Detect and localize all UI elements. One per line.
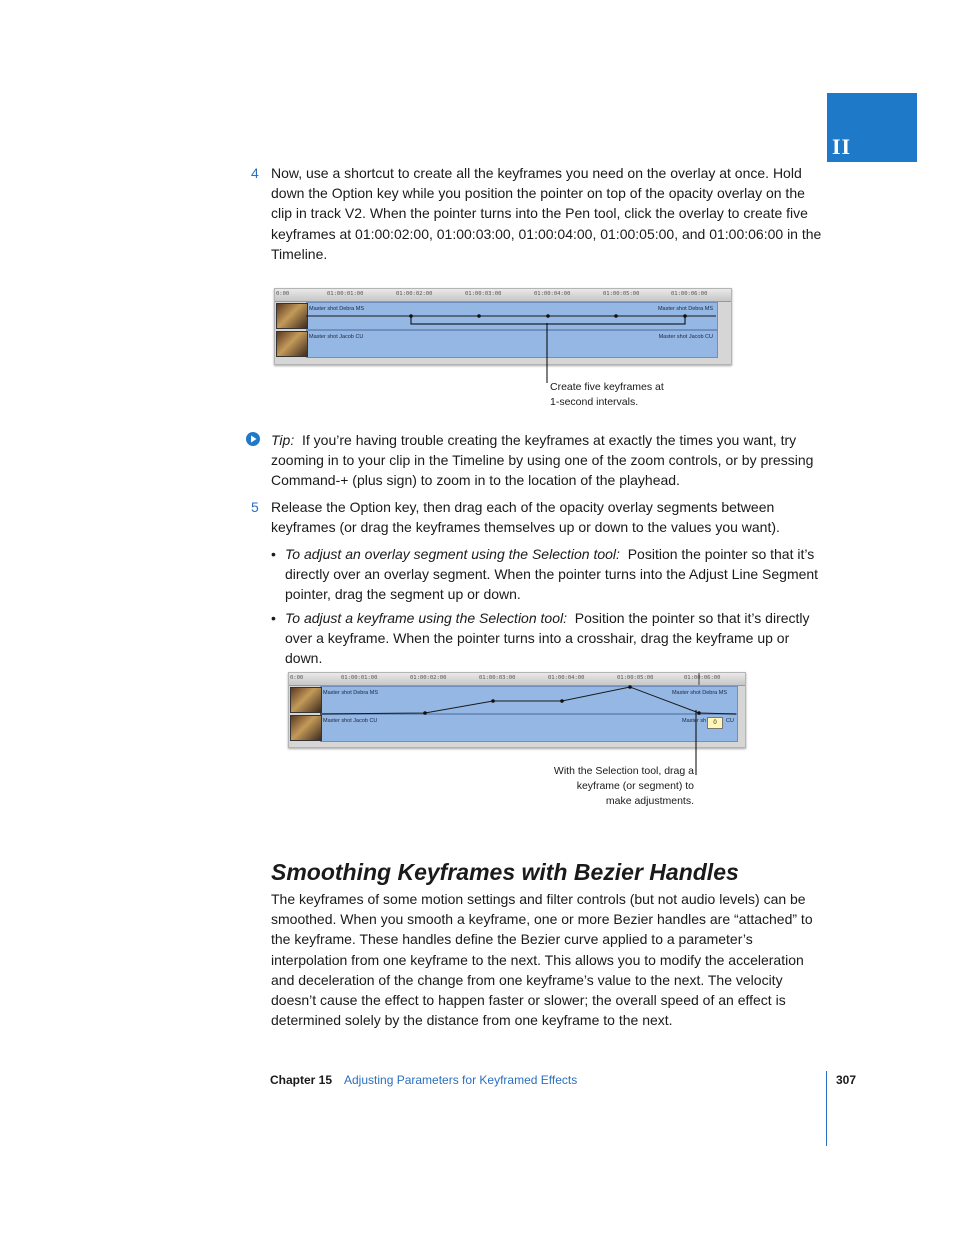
callout-line: With the Selection tool, drag a bbox=[553, 765, 694, 777]
bullet-marker: • bbox=[271, 546, 276, 562]
bullet-text: Position the pointer so that it’s directly over a keyframe. When the pointer turns into a crosshair, drag the keyframe up or down. bbox=[285, 610, 810, 667]
keyframe-point bbox=[560, 699, 564, 703]
keyframe-point bbox=[628, 685, 632, 689]
page-number: 307 bbox=[836, 1073, 857, 1087]
opacity-overlay bbox=[289, 673, 745, 747]
callout-line: keyframe (or segment) to bbox=[576, 780, 694, 792]
bullet-item bbox=[285, 608, 830, 669]
step-text: Now, use a shortcut to create all the keyframes you need on the overlay at once. Hold down the Option key while you position the pointer on top of the opacity overlay on the clip in track V2. When the pointer turns into the Pen tool, click the overlay to create five keyframes at 01:00:02:00, 01:00:03:00, 01:00:04:00, 01:00:05:00, and 01:00:06:00 in the Timeline. bbox=[271, 165, 822, 262]
keyframe-point bbox=[423, 711, 427, 715]
bullet-marker: • bbox=[271, 610, 276, 626]
keyframe-point bbox=[491, 699, 495, 703]
callout-line: 1-second intervals. bbox=[550, 396, 639, 408]
step-text: Release the Option key, then drag each of the opacity overlay segments between keyframes (or drag the keyframes themselves up or down to the values you want). bbox=[271, 499, 780, 536]
section-body: The keyframes of some motion settings and filter controls (but not audio levels) can be smoothed. When you smooth a keyframe, one or more Bezier handles are “attached” to the keyframe. These handles define the Bezier curve applied to a parameter’s interpolation from one keyframe to the next. This allows you to modify the acceleration and deceleration of the change from one keyframe’s value to the next. The velocity doesn’t cause the effect to happen faster or slower; the overall speed of an effect is determined solely by the distance from one keyframe to the next. bbox=[271, 891, 813, 1029]
section-tab-label: II bbox=[832, 134, 852, 159]
callout-leader-line bbox=[546, 323, 549, 383]
footer-chapter-title[interactable]: Adjusting Parameters for Keyframed Effects bbox=[344, 1073, 578, 1087]
ruler-tick: 01:00:02:00 bbox=[396, 291, 433, 297]
ruler-tick: 01:00:05:00 bbox=[617, 675, 654, 681]
ruler-tick: 01:00:03:00 bbox=[479, 675, 516, 681]
ruler-tick: 01:00:03:00 bbox=[465, 291, 502, 297]
callout-line: make adjustments. bbox=[605, 795, 694, 807]
value-tooltip: 0 bbox=[707, 717, 723, 729]
figure-callout bbox=[554, 764, 694, 809]
ruler-tick: 01:00:05:00 bbox=[603, 291, 640, 297]
timeline-figure bbox=[274, 288, 732, 365]
ruler-tick: 01:00:01:00 bbox=[327, 291, 364, 297]
figure-callout bbox=[550, 380, 664, 410]
ruler-tick: 01:00:06:00 bbox=[671, 291, 708, 297]
clip-name: Master shot Jacob CU bbox=[658, 334, 713, 340]
step-number: 4 bbox=[251, 165, 259, 181]
clip-name: Master shot Debra MS bbox=[309, 306, 365, 312]
ruler-tick: 01:00:04:00 bbox=[548, 675, 585, 681]
tip-arrow-icon bbox=[245, 431, 261, 447]
tip-label: Tip: bbox=[271, 432, 295, 448]
clip-name: Master shot Jacob CU bbox=[309, 334, 364, 340]
bullet-lead: To adjust an overlay segment using the Selection tool: bbox=[285, 546, 620, 562]
clip-name: Master shot Debra MS bbox=[657, 306, 713, 312]
timeline-figure bbox=[288, 672, 746, 748]
ruler-tick: 01:00:01:00 bbox=[341, 675, 378, 681]
bullet-item bbox=[285, 544, 830, 605]
ruler-tick: 01:00:06:00 bbox=[684, 675, 721, 681]
tip-paragraph bbox=[271, 430, 826, 491]
clip-name: Master shot Jacob CU bbox=[323, 718, 378, 724]
opacity-overlay bbox=[275, 289, 731, 364]
ruler-tick: 01:00:04:00 bbox=[534, 291, 571, 297]
clip-name-tail: CU bbox=[726, 718, 734, 724]
keyframe-point bbox=[614, 314, 618, 318]
tip-text: If you’re having trouble creating the keyframes at exactly the times you want, try zooming in to your clip in the Timeline by using one of the zoom controls, or by pressing Command-+ (plus sign) to zoom in to the location of the playhead. bbox=[271, 432, 814, 489]
bullet-text: Position the pointer so that it’s directly over an overlay segment. When the pointer turns into the Adjust Line Segment pointer, drag the segment up or down. bbox=[285, 546, 819, 603]
clip-name: Master sh bbox=[682, 718, 707, 724]
clip-name: Master shot Debra MS bbox=[323, 690, 379, 696]
ruler-tick: 0:00 bbox=[276, 291, 290, 297]
callout-line: Create five keyframes at bbox=[550, 381, 664, 393]
section-heading: Smoothing Keyframes with Bezier Handles bbox=[271, 859, 739, 885]
footer-chapter: Chapter 15 bbox=[270, 1073, 333, 1087]
section-tab bbox=[827, 93, 917, 162]
footer-divider bbox=[826, 1071, 827, 1146]
bullet-lead: To adjust a keyframe using the Selection tool: bbox=[285, 610, 567, 626]
step-number: 5 bbox=[251, 499, 259, 515]
keyframe-point bbox=[477, 314, 481, 318]
ruler-tick: 01:00:02:00 bbox=[410, 675, 447, 681]
clip-name: Master shot Debra MS bbox=[671, 690, 727, 696]
callout-leader-line bbox=[695, 710, 698, 775]
ruler-tick: 0:00 bbox=[290, 675, 304, 681]
keyframe-point bbox=[546, 314, 550, 318]
